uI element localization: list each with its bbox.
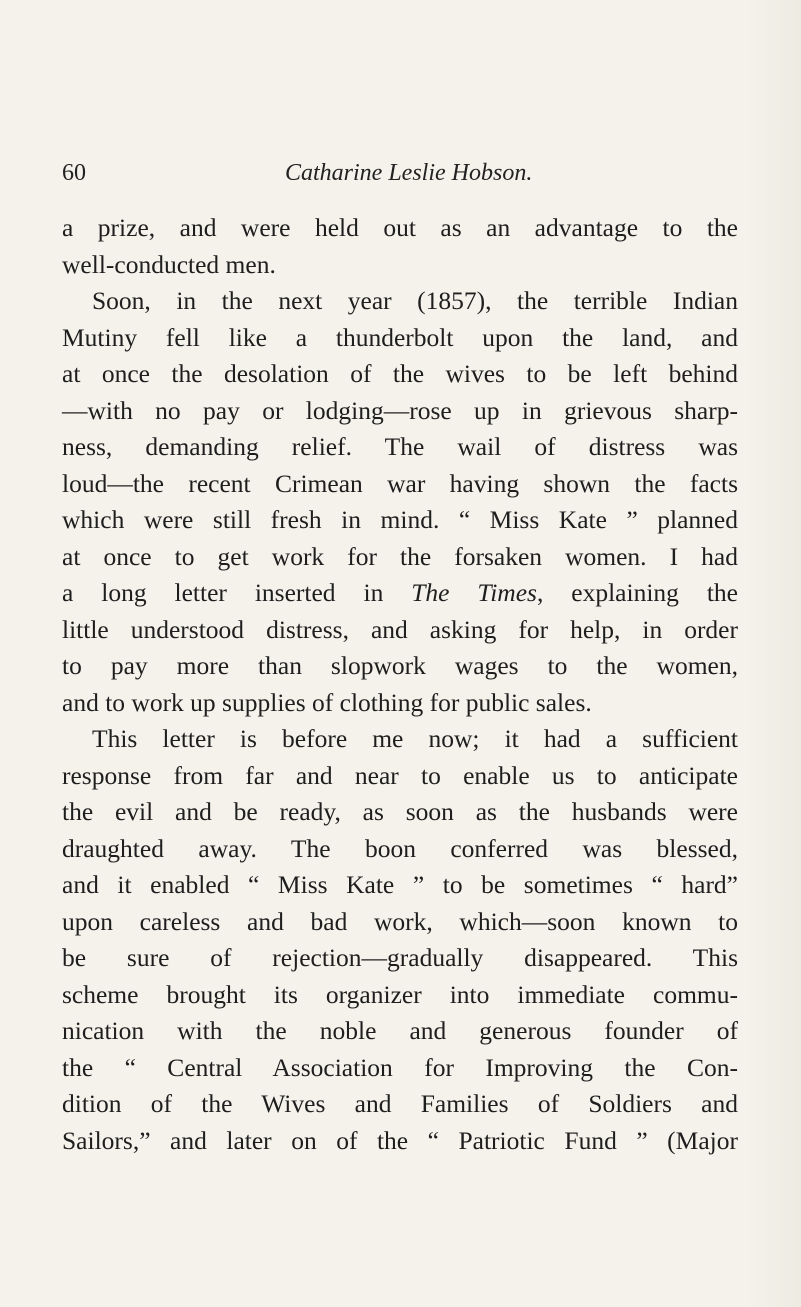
text-line: little understood distress, and asking for help, in order (62, 614, 738, 644)
text-fragment: a long letter inserted in (62, 578, 412, 607)
text-line: ness, demanding relief. The wail of distress was (62, 432, 738, 461)
text-line: and to work up supplies of clothing for public sales. (62, 687, 592, 717)
text-line: draughted away. The boon conferred was blessed, (62, 833, 738, 863)
text-line: be sure of rejection—gradually disappeared. This (62, 943, 738, 972)
text-line: Mutiny fell like a thunderbolt upon the land, and (62, 322, 738, 352)
text-line: scheme brought its organizer into immediate commu- (62, 979, 738, 1009)
text-line: —with no pay or lodging—rose up in grievous sharp- (62, 395, 738, 425)
text-line: which were still fresh in mind. “ Miss Kate ” planned (62, 505, 738, 534)
text-line: to pay more than slopwork wages to the women, (62, 651, 738, 680)
text-fragment: , explaining the (536, 578, 738, 607)
body-text (62, 210, 738, 1159)
text-line: loud—the recent Crimean war having shown the facts (62, 468, 738, 498)
text-line: nication with the noble and generous founder of (62, 1016, 738, 1045)
text-line: well-conducted men. (62, 249, 276, 279)
text-line: upon careless and bad work, which—soon known to (62, 906, 738, 936)
text-line: at once the desolation of the wives to be left behind (62, 359, 738, 388)
page-number: 60 (62, 160, 86, 186)
running-title: Catharine Leslie Hobson. (285, 160, 533, 186)
newspaper-title: The Times (411, 578, 537, 607)
page-header (62, 160, 742, 196)
text-line: Sailors,” and later on of the “ Patriotic Fund ” (Major (62, 1125, 738, 1155)
text-line: Soon, in the next year (1857), the terrible Indian (92, 286, 738, 315)
text-line: response from far and near to enable us to anticipate (62, 760, 738, 790)
text-line (62, 575, 738, 612)
text-line: dition of the Wives and Families of Soldiers and (62, 1089, 738, 1118)
text-line: at once to get work for the forsaken women. I had (62, 541, 738, 571)
text-line: This letter is before me now; it had a sufficient (92, 724, 738, 753)
text-line: the “ Central Association for Improving the Con- (62, 1052, 738, 1082)
text-line: and it enabled “ Miss Kate ” to be sometimes “ hard” (62, 870, 738, 899)
text-line: the evil and be ready, as soon as the husbands were (62, 797, 738, 826)
text-line: a prize, and were held out as an advantage to the (62, 213, 738, 242)
